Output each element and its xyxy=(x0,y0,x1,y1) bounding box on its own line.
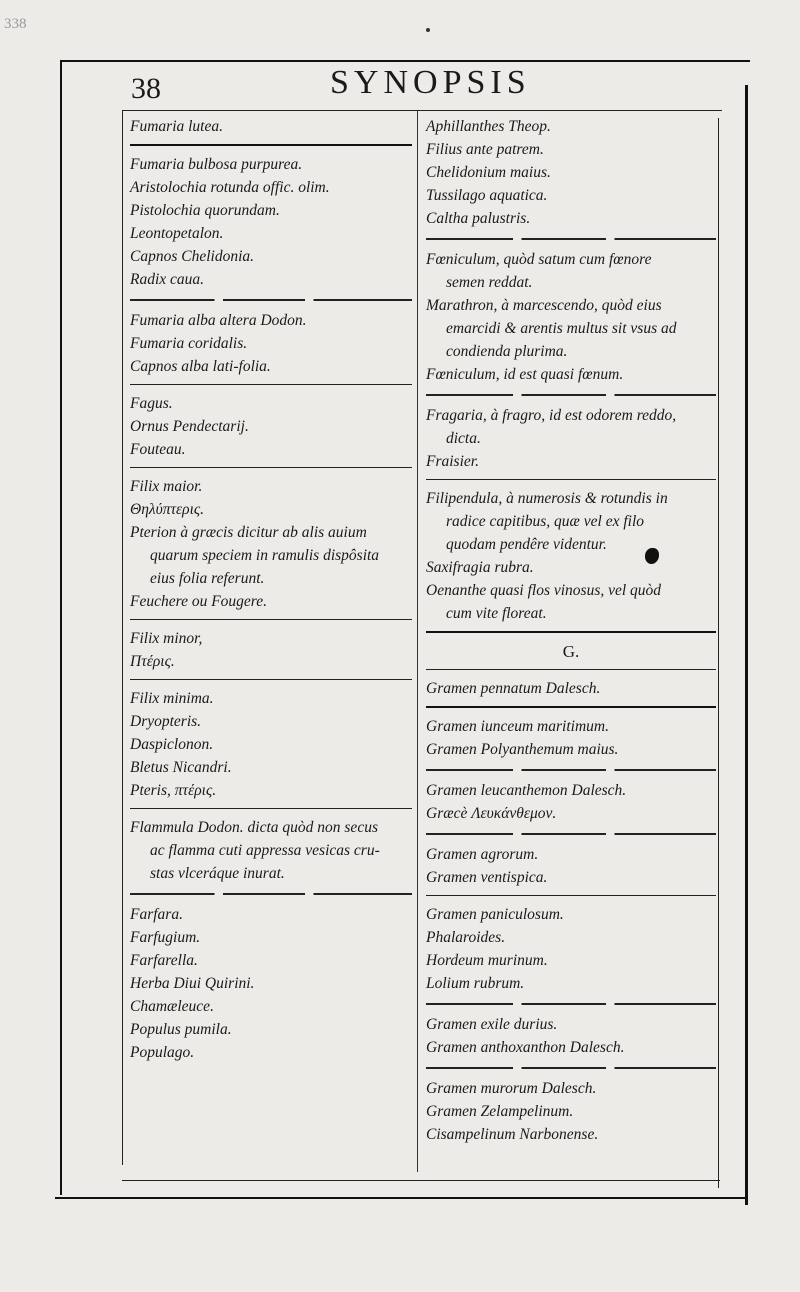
section-rule xyxy=(426,706,716,708)
entry-line: Tussilago aquatica. xyxy=(426,187,548,204)
section-rule xyxy=(130,679,412,680)
left-column xyxy=(130,115,412,1064)
entry-block xyxy=(130,816,412,885)
entry-line: Filix minima. xyxy=(130,690,214,707)
entry-line: Oenanthe quasi flos vinosus, vel quòd xyxy=(426,582,662,599)
entry-line: Saxifragia rubra. xyxy=(426,559,534,576)
section-rule xyxy=(130,808,412,809)
entry-line: radice capitibus, quæ vel ex filo xyxy=(446,513,645,530)
entry-line: Fumaria lutea. xyxy=(130,118,223,135)
entry-line: Pterion à græcis dicitur ab alis auium xyxy=(130,524,367,541)
entry-line: Filipendula, à numerosis & rotundis in xyxy=(426,490,668,507)
entry-line: Pistolochia quorundam. xyxy=(130,202,280,219)
entry-line: ac flamma cuti appressa vesicas cru- xyxy=(150,842,380,859)
entry-block xyxy=(426,715,716,761)
pencil-annotation: 338 xyxy=(4,16,27,32)
entry-line: eius folia referunt. xyxy=(150,570,265,587)
section-rule xyxy=(426,669,716,670)
entry-line: Gramen iunceum maritimum. xyxy=(426,718,609,735)
inner-left-rule xyxy=(122,110,123,1165)
section-rule xyxy=(426,631,716,633)
entry-block xyxy=(130,115,412,138)
entry-line: Chelidonium maius. xyxy=(426,164,551,181)
entry-block xyxy=(130,627,412,673)
frame-left-rule xyxy=(60,60,62,1195)
entry-line: Caltha palustris. xyxy=(426,210,531,227)
inner-bottom-rule xyxy=(122,1180,720,1181)
entry-block xyxy=(130,309,412,378)
entry-line: Hordeum murinum. xyxy=(426,952,548,969)
entry-block xyxy=(426,640,716,663)
entry-line: Pteris, πτέρις. xyxy=(130,782,217,799)
section-rule xyxy=(130,384,412,385)
entry-line: quodam pendêre videntur. xyxy=(446,536,607,553)
entry-line: Farfugium. xyxy=(130,929,201,946)
entry-block xyxy=(426,779,716,825)
entry-line: Daspiclonon. xyxy=(130,736,214,753)
right-column xyxy=(426,115,716,1146)
entry-block xyxy=(426,1077,716,1146)
ink-speck xyxy=(426,28,430,32)
entry-line: Gramen leucanthemon Dalesch. xyxy=(426,782,627,799)
entry-line: Græcè Λευκάνθεμον. xyxy=(426,805,557,822)
entry-block xyxy=(426,248,716,386)
entry-line: Filix minor, xyxy=(130,630,203,647)
entry-line: Phalaroides. xyxy=(426,929,506,946)
entry-line: G. xyxy=(562,642,580,661)
page-title: SYNOPSIS xyxy=(330,64,531,101)
entry-line: Fumaria coridalis. xyxy=(130,335,248,352)
entry-line: Fragaria, à fragro, id est odorem reddo, xyxy=(426,407,677,424)
entry-line: Πτέρις. xyxy=(130,653,175,670)
section-rule xyxy=(426,238,716,240)
entry-line: Herba Diui Quirini. xyxy=(130,975,255,992)
entry-block xyxy=(426,487,716,625)
column-divider xyxy=(417,110,418,1172)
entry-line: Ornus Pendectarij. xyxy=(130,418,249,435)
entry-line: Chamæleuce. xyxy=(130,998,214,1015)
entry-line: Flammula Dodon. dicta quòd non secus xyxy=(130,819,378,836)
frame-right-rule xyxy=(745,85,748,1205)
entry-line: Bletus Nicandri. xyxy=(130,759,232,776)
entry-line: Gramen ventispica. xyxy=(426,869,548,886)
inner-right-rule xyxy=(718,118,719,1188)
page-number: 38 xyxy=(131,72,161,105)
entry-line: Fumaria bulbosa purpurea. xyxy=(130,156,303,173)
entry-block xyxy=(426,903,716,995)
section-rule xyxy=(130,619,412,620)
entry-line: Gramen Zelampelinum. xyxy=(426,1103,574,1120)
entry-line: cum vite floreat. xyxy=(446,605,547,622)
entry-line: Fumaria alba altera Dodon. xyxy=(130,312,307,329)
entry-line: Populago. xyxy=(130,1044,195,1061)
entry-line: Aphillanthes Theop. xyxy=(426,118,551,135)
entry-line: Capnos alba lati-folia. xyxy=(130,358,271,375)
entry-line: condienda plurima. xyxy=(446,343,568,360)
section-rule xyxy=(426,769,716,771)
entry-line: Cisampelinum Narbonense. xyxy=(426,1126,599,1143)
entry-block xyxy=(426,843,716,889)
entry-block xyxy=(130,903,412,1064)
section-rule xyxy=(426,1003,716,1005)
entry-block xyxy=(426,677,716,700)
section-rule xyxy=(426,1067,716,1069)
entry-block xyxy=(426,1013,716,1059)
entry-line: Dryopteris. xyxy=(130,713,202,730)
inner-top-rule xyxy=(122,110,722,111)
entry-line: Gramen Polyanthemum maius. xyxy=(426,741,619,758)
entry-line: Filix maior. xyxy=(130,478,203,495)
section-rule xyxy=(130,299,412,301)
section-rule xyxy=(426,394,716,396)
entry-line: Populus pumila. xyxy=(130,1021,232,1038)
entry-block xyxy=(130,687,412,802)
section-rule xyxy=(426,895,716,896)
entry-line: quarum speciem in ramulis dispôsita xyxy=(150,547,380,564)
entry-line: Gramen anthoxanthon Dalesch. xyxy=(426,1039,625,1056)
entry-line: Filius ante patrem. xyxy=(426,141,544,158)
entry-line: Fraisier. xyxy=(426,453,479,470)
entry-line: Gramen pennatum Dalesch. xyxy=(426,680,601,697)
entry-line: Leontopetalon. xyxy=(130,225,224,242)
entry-line: Farfarella. xyxy=(130,952,198,969)
section-rule xyxy=(130,467,412,468)
entry-block xyxy=(426,404,716,473)
entry-line: Feuchere ou Fougere. xyxy=(130,593,268,610)
entry-line: Fœniculum, quòd satum cum fœnore xyxy=(426,251,652,268)
entry-line: Θηλύπτερις. xyxy=(130,501,205,518)
entry-line: Gramen murorum Dalesch. xyxy=(426,1080,597,1097)
entry-line: Radix caua. xyxy=(130,271,205,288)
entry-block xyxy=(130,392,412,461)
section-rule xyxy=(130,893,412,895)
section-rule xyxy=(426,833,716,835)
entry-block xyxy=(130,153,412,291)
entry-line: Aristolochia rotunda offic. olim. xyxy=(130,179,330,196)
entry-line: Lolium rubrum. xyxy=(426,975,525,992)
entry-line: stas vlceráque inurat. xyxy=(150,865,285,882)
entry-line: Farfara. xyxy=(130,906,183,923)
entry-line: Fœniculum, id est quasi fœnum. xyxy=(426,366,624,383)
entry-line: Marathron, à marcescendo, quòd eius xyxy=(426,297,662,314)
entry-line: emarcidi & arentis multus sit vsus ad xyxy=(446,320,677,337)
entry-line: Gramen paniculosum. xyxy=(426,906,564,923)
section-rule xyxy=(130,144,412,146)
entry-line: Gramen agrorum. xyxy=(426,846,539,863)
frame-bottom-rule xyxy=(55,1197,745,1199)
entry-block xyxy=(130,475,412,613)
entry-line: Fouteau. xyxy=(130,441,186,458)
entry-line: dicta. xyxy=(446,430,481,447)
entry-line: semen reddat. xyxy=(446,274,533,291)
entry-block xyxy=(426,115,716,230)
entry-line: Gramen exile durius. xyxy=(426,1016,558,1033)
entry-line: Capnos Chelidonia. xyxy=(130,248,255,265)
entry-line: Fagus. xyxy=(130,395,173,412)
section-rule xyxy=(426,479,716,480)
frame-top-rule xyxy=(60,60,750,62)
